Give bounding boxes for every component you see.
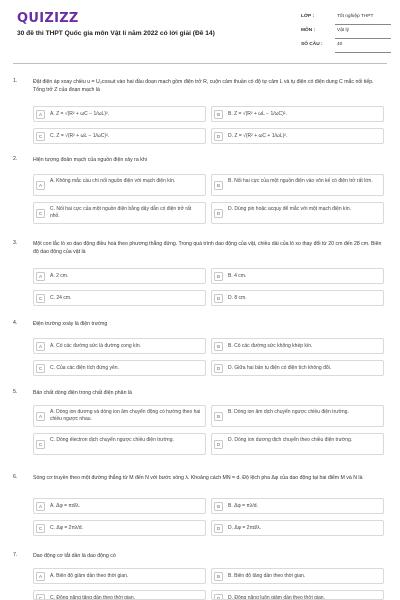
option-d[interactable]: [211, 520, 384, 536]
option-text: A. Không mắc cầu chì nối nguồn điện với mạch điện kín.: [50, 178, 176, 184]
option-text: C. Của các điện tích đứng yên.: [50, 364, 119, 371]
option-b[interactable]: [211, 498, 384, 514]
option-letter: C: [36, 440, 45, 449]
meta-key: MÔN :: [301, 28, 316, 33]
question-number: 6.: [13, 474, 18, 480]
option-letter: C: [36, 364, 45, 373]
option-text: C. Δφ = 2πλ/d.: [50, 524, 83, 531]
option-b[interactable]: [211, 174, 384, 196]
option-text: C. Động năng tăng dần theo thời gian.: [50, 594, 136, 600]
option-a[interactable]: [33, 498, 206, 514]
option-letter: A: [36, 181, 45, 190]
option-a[interactable]: [33, 568, 206, 584]
option-letter: A: [36, 502, 45, 511]
option-text: C. 24 cm.: [50, 294, 72, 301]
document-meta: [301, 12, 391, 54]
meta-key: SỐ CÂU :: [301, 42, 323, 47]
option-letter: D: [214, 524, 223, 533]
option-c[interactable]: [33, 520, 206, 536]
option-text: A. Δφ = πd/λ.: [50, 502, 80, 509]
option-letter: A: [36, 572, 45, 581]
option-c[interactable]: [33, 202, 206, 224]
meta-underline: [335, 24, 391, 25]
option-text: B. Δφ = πλ/d.: [228, 502, 258, 509]
option-letter: B: [214, 342, 223, 351]
option-a[interactable]: [33, 268, 206, 284]
option-c[interactable]: [33, 590, 206, 600]
question-number: 3.: [13, 240, 18, 246]
option-text: D. Δφ = 2πd/λ.: [228, 524, 261, 531]
option-letter: B: [214, 412, 223, 421]
option-letter: B: [214, 272, 223, 281]
option-text: B. Dòng ion âm dịch chuyển ngược chiều điện trường.: [228, 409, 349, 415]
document-title: 30 đề thi THPT Quốc gia môn Vật lí năm 2022 có lời giải (Đề 14): [17, 30, 215, 37]
question-text: Bản chất dòng điện trong chất điện phân là: [33, 390, 132, 396]
option-letter: A: [36, 272, 45, 281]
option-letter: A: [36, 110, 45, 119]
meta-value: 40: [337, 42, 343, 47]
question-number: 4.: [13, 320, 18, 326]
question-text: Điện trường xoáy là điện trường: [33, 321, 108, 327]
option-letter: C: [36, 594, 45, 600]
question-text: Dao động cơ tắt dần là dao động có: [33, 553, 116, 559]
option-text: D. Dòng ion dương dịch chuyển theo chiều điện trường.: [228, 437, 353, 443]
option-a[interactable]: [33, 174, 206, 196]
option-text: D. Giữa hai bản tụ điện có điện tích không đổi.: [228, 364, 332, 371]
meta-underline: [335, 38, 391, 39]
option-text: B. Z = √(R² + ωL − 1/ωC)².: [228, 110, 287, 117]
meta-value: Tốt nghiệp THPT: [337, 14, 374, 19]
option-letter: C: [36, 209, 45, 218]
option-text: D. Dùng pin hoặc acquy để mắc với một mạch điện kín.: [228, 206, 352, 212]
option-text: D. Z = √(R² + ωC + 1/ωL)².: [228, 132, 288, 139]
option-text: B. 4 cm.: [228, 272, 247, 279]
option-letter: D: [214, 132, 223, 141]
option-text: A. Biên độ giảm dần theo thời gian.: [50, 572, 129, 579]
question-text: Hiện tượng đoản mạch của nguồn điện xảy ra khi: [33, 157, 147, 163]
option-d[interactable]: [211, 290, 384, 306]
option-letter: B: [214, 502, 223, 511]
option-text: A. Dòng ion dương và dòng ion âm chuyển động có hướng theo hai chiều ngược nhau.: [50, 409, 201, 423]
meta-value: Vật lý: [337, 28, 349, 33]
meta-row-class: [301, 12, 391, 26]
question-number: 5.: [13, 389, 18, 395]
option-c[interactable]: [33, 433, 206, 455]
option-d[interactable]: [211, 433, 384, 455]
option-text: A. Có các đường sức là đường cong kín.: [50, 342, 142, 349]
question-number: 7.: [13, 552, 18, 558]
option-d[interactable]: [211, 128, 384, 144]
option-letter: A: [36, 412, 45, 421]
option-d[interactable]: [211, 590, 384, 600]
option-text: A. Z = √(R² + ωC − 1/ωL)².: [50, 110, 110, 117]
option-letter: C: [36, 294, 45, 303]
option-c[interactable]: [33, 290, 206, 306]
option-text: C. Dòng électron dịch chuyển ngược chiều điện trường.: [50, 437, 174, 443]
option-a[interactable]: [33, 106, 206, 122]
option-b[interactable]: [211, 338, 384, 354]
question-text: Đặt điện áp xoay chiều u = U₀cosωt vào hai đầu đoạn mạch gồm điện trở R, cuộn cảm thuần có độ tự cảm L và tụ điện có điện dung C mắc nối tiếp. Tổng trở Z của đoạn mạch là: [33, 79, 374, 94]
meta-underline: [335, 52, 391, 53]
header-divider: [13, 63, 387, 64]
option-text: C. Z = √(R² + ωL − 1/ωC)².: [50, 132, 110, 139]
option-letter: B: [214, 110, 223, 119]
option-d[interactable]: [211, 360, 384, 376]
question-number: 2.: [13, 156, 18, 162]
option-letter: D: [214, 209, 223, 218]
option-letter: D: [214, 364, 223, 373]
option-letter: D: [214, 440, 223, 449]
document-header: [0, 0, 400, 62]
option-letter: C: [36, 132, 45, 141]
option-b[interactable]: [211, 568, 384, 584]
meta-row-subject: [301, 26, 391, 40]
question-number: 1.: [13, 78, 18, 84]
question-text: Sóng cơ truyền theo một đường thẳng từ M đến N với bước sóng λ. Khoảng cách MN = d. Độ lệch pha Δφ của dao động tại hai điểm M và N là: [33, 475, 363, 481]
option-text: A. 2 cm.: [50, 272, 69, 279]
option-text: B. Nối hai cực của một nguồn điện vào vôn kế có điện trở rất lớn.: [228, 178, 373, 184]
option-c[interactable]: [33, 360, 206, 376]
option-text: B. Có các đường sức không khép kín.: [228, 342, 313, 349]
option-letter: D: [214, 294, 223, 303]
option-letter: A: [36, 342, 45, 351]
option-letter: D: [214, 594, 223, 600]
option-a[interactable]: [33, 405, 206, 427]
option-letter: B: [214, 572, 223, 581]
option-text: D. 8 cm.: [228, 294, 247, 301]
option-c[interactable]: [33, 128, 206, 144]
option-text: D. Động năng luôn giảm dần theo thời gian.: [228, 594, 325, 600]
option-text: B. Biên độ tăng dần theo thời gian.: [228, 572, 306, 579]
option-d[interactable]: [211, 202, 384, 224]
question-text: Một con lắc lò xo dao động điều hoà theo phương thẳng đứng. Trong quá trình dao động của vật, chiều dài của lò xo thay đổi từ 20 cm đến 28 cm. Biên độ dao động của vật là: [33, 241, 382, 256]
meta-key: LỚP :: [301, 14, 315, 19]
option-b[interactable]: [211, 268, 384, 284]
option-b[interactable]: [211, 106, 384, 122]
meta-row-count: [301, 40, 391, 54]
option-text: C. Nối hai cực của một nguồn điện bằng dây dẫn có điện trở rất nhỏ.: [50, 206, 192, 220]
quizizz-logo: QUIZIZZ: [17, 11, 79, 26]
option-b[interactable]: [211, 405, 384, 427]
option-letter: C: [36, 524, 45, 533]
option-letter: B: [214, 181, 223, 190]
option-a[interactable]: [33, 338, 206, 354]
